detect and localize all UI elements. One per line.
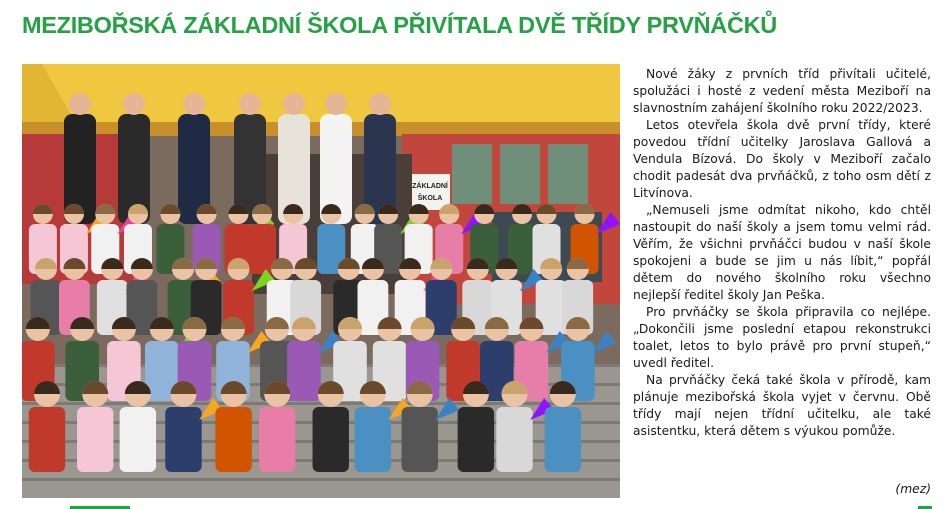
page-footer-strip xyxy=(0,500,949,509)
article-paragraph-4: Pro prvňáčky se škola připravila co nejlépe. „Dokončili jsme poslední etapou rekonstrukci toalet, letos to bylo právě pro první stupeň,“ uvedl ředitel. xyxy=(633,305,931,370)
sign-line-2: ŠKOLA xyxy=(417,195,443,202)
article-paragraph-5: Na prvňáčky čeká také škola v přírodě, kam plánuje mezibořská škola vyjet v červnu. Obě třídy mají nejen třídní učitelku, ale také asistentku, která dětem s výukou pomůže. xyxy=(633,373,931,438)
sign-line-1: ZÁKLADNÍ xyxy=(412,183,448,190)
article-paragraph-1: Nové žáky z prvních tříd přivítali učitelé, spolužáci i hosté z vedení města Meziboří na slavnostním zahájení školního roku 2022/2023. xyxy=(633,67,931,115)
article-headline: MEZIBOŘSKÁ ZÁKLADNÍ ŠKOLA PŘIVÍTALA DVĚ TŘÍDY PRVŇÁČKŮ xyxy=(22,12,777,38)
article-paragraph-2: Letos otevřela škola dvě první třídy, které povedou třídní učitelky Jaroslava Gallová a Vendula Bízová. Do školy v Meziboří začalo chodit padesát dva prvňáčků, z toho osm dětí z Litvínova. xyxy=(633,118,931,200)
school-group-photo-image xyxy=(22,64,620,498)
article-byline: (mez) xyxy=(895,482,931,496)
article-paragraph-3: „Nemuseli jsme odmítat nikoho, kdo chtěl nastoupit do naší školy a jsem tomu velmi rád. Věřím, že všichni prvňáčci budou v naší škole spokojeni a bude se jim u nás líbit,“ popřál dětem do nového školního roku všechno nejlepší ředitel školy Jan Peška. xyxy=(633,203,931,302)
class-photo xyxy=(22,64,620,498)
article-body xyxy=(633,66,931,440)
